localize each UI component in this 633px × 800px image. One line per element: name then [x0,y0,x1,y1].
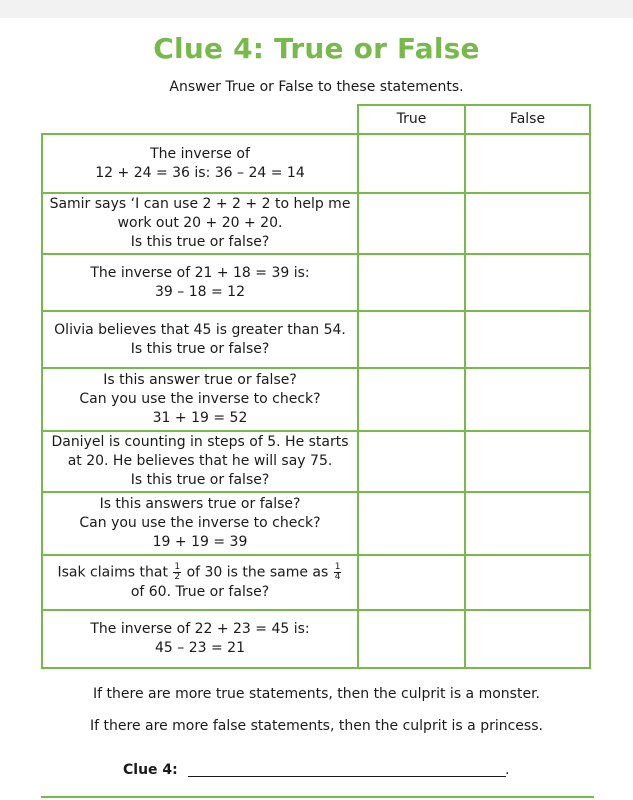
statement-line: Is this true or false? [130,234,270,250]
clue-end-period: . [505,762,510,778]
statement-text: of 30 is the same as [186,564,329,581]
statement-cell [42,555,358,610]
false-answer-cell[interactable] [465,555,590,610]
statement-cell [42,193,358,254]
statement-line: Can you use the inverse to check? [79,391,321,407]
table-row [42,431,590,492]
page-subtitle: Answer True or False to these statements. [169,79,464,95]
statement-line: Is this answers true or false? [99,496,301,512]
true-answer-cell[interactable] [358,311,465,368]
statement-line: The inverse of [150,145,250,162]
true-answer-cell[interactable] [358,610,465,668]
header-false: False [465,105,590,134]
false-answer-cell[interactable] [465,254,590,311]
statement-line: 19 + 19 = 39 [152,534,248,550]
statement-line: Is this true or false? [130,340,270,357]
table-row [42,610,590,668]
fraction-denominator: 4 [334,572,341,583]
statement-line: Is this true or false? [130,472,270,488]
page-title: Clue 4: True or False [153,32,480,65]
statement-line: Daniyel is counting in steps of 5. He starts [51,434,349,450]
clue-answer-line[interactable] [188,776,506,777]
top-bar [0,0,633,18]
false-answer-cell[interactable] [465,193,590,254]
false-answer-cell[interactable] [465,492,590,555]
table-row [42,254,590,311]
statement-line: at 20. He believes that he will say 75. [67,453,333,469]
statement-line: 39 – 18 = 12 [155,283,245,300]
statement-line [43,563,357,583]
false-answer-cell[interactable] [465,368,590,431]
table-row [42,368,590,431]
true-note: If there are more true statements, then the culprit is a monster. [93,686,540,702]
statement-cell [42,311,358,368]
statement-line: 12 + 24 = 36 is: 36 – 24 = 14 [95,164,305,181]
table-row [42,311,590,368]
statement-line: Is this answer true or false? [103,372,297,388]
statement-line: The inverse of 22 + 23 = 45 is: [90,621,310,637]
table-row [42,134,590,193]
table-row [42,193,590,254]
statement-line: Can you use the inverse to check? [79,515,321,531]
header-blank-cell [42,105,358,134]
statement-cell [42,134,358,193]
statement-cell [42,431,358,492]
statement-cell [42,492,358,555]
fraction-numerator: 1 [174,562,181,573]
statement-line: 31 + 19 = 52 [152,410,248,426]
statement-line: Samir says ‘I can use 2 + 2 + 2 to help me [49,196,351,212]
true-answer-cell[interactable] [358,134,465,193]
false-answer-cell[interactable] [465,134,590,193]
statement-text: Isak claims that [57,564,168,581]
statement-cell [42,254,358,311]
false-answer-cell[interactable] [465,431,590,492]
true-answer-cell[interactable] [358,368,465,431]
true-answer-cell[interactable] [358,431,465,492]
fraction-one-quarter [334,563,342,582]
fraction-numerator: 1 [334,562,341,573]
statement-line: 45 – 23 = 21 [155,640,245,656]
statement-cell [42,368,358,431]
statement-line: The inverse of 21 + 18 = 39 is: [90,264,310,281]
bottom-divider [41,796,594,798]
true-answer-cell[interactable] [358,193,465,254]
clue-label: Clue 4: [123,762,178,778]
true-false-table [41,104,591,669]
fraction-denominator: 2 [174,572,181,583]
true-answer-cell[interactable] [358,254,465,311]
statement-line: of 60. True or false? [130,583,270,600]
false-note: If there are more false statements, then the culprit is a princess. [90,718,543,734]
table-row [42,555,590,610]
false-answer-cell[interactable] [465,610,590,668]
statement-line: Olivia believes that 45 is greater than 54. [54,321,346,338]
true-answer-cell[interactable] [358,555,465,610]
table-row [42,492,590,555]
statement-cell [42,610,358,668]
false-answer-cell[interactable] [465,311,590,368]
fraction-one-half [173,563,181,582]
true-answer-cell[interactable] [358,492,465,555]
statement-line: work out 20 + 20 + 20. [117,215,283,231]
header-true: True [358,105,465,134]
